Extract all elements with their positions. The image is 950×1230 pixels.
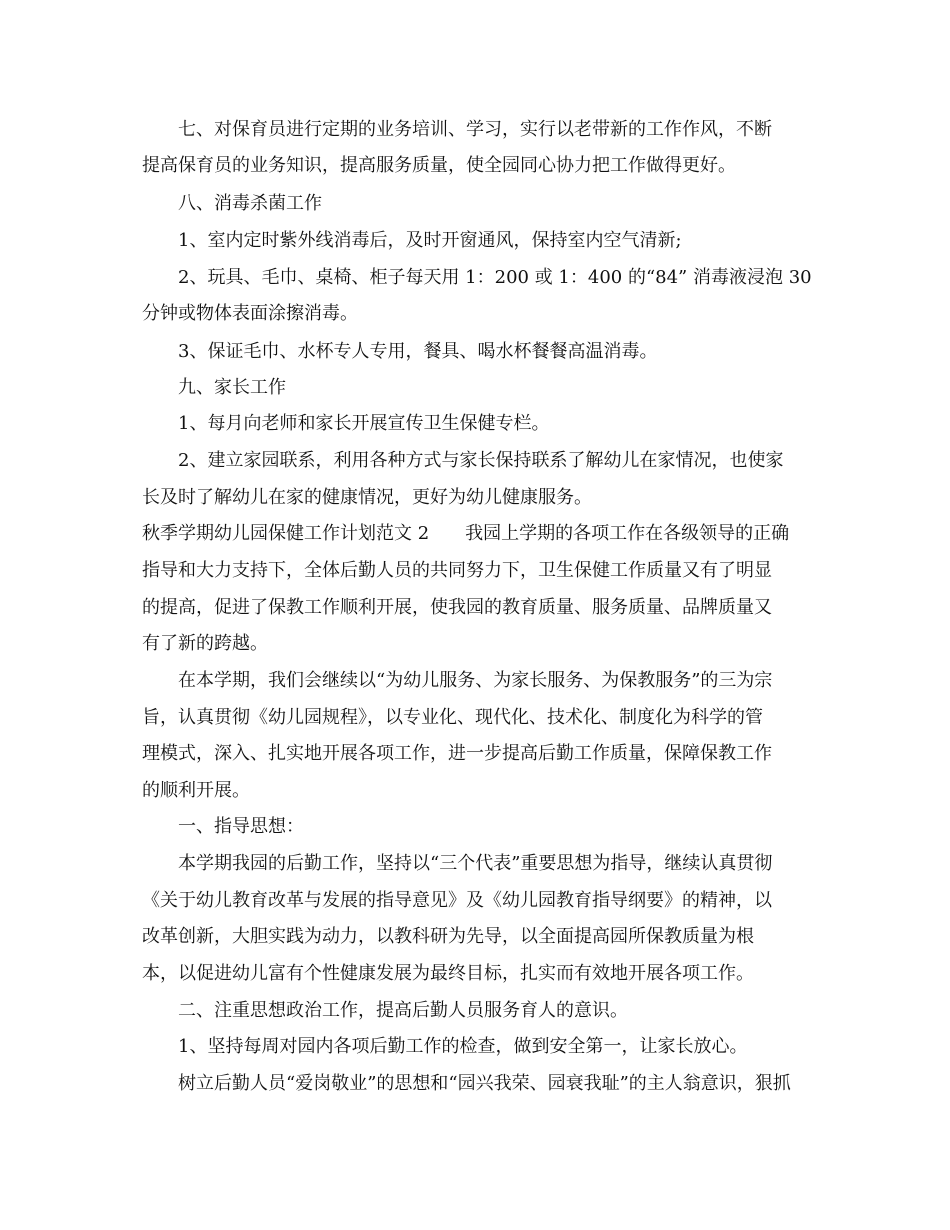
paragraph-line: 1、室内定时紫外线消毒后，及时开窗通风，保持室内空气清新; bbox=[178, 230, 682, 251]
paragraph-line: 的顺利开展。 bbox=[142, 780, 250, 801]
section-heading: 一、指导思想： bbox=[178, 816, 304, 837]
paragraph-line: 理模式，深入、扎实地开展各项工作，进一步提高后勤工作质量，保障保教工作 bbox=[142, 743, 772, 764]
paragraph-line: 的提高，促进了保教工作顺利开展，使我园的教育质量、服务质量、品牌质量又 bbox=[142, 597, 772, 618]
paragraph-line: 树立后勤人员“爱岗敬业”的思想和“园兴我荣、园衰我耻”的主人翁意识，狠抓 bbox=[178, 1073, 791, 1094]
section-heading: 八、消毒杀菌工作 bbox=[178, 193, 322, 214]
paragraph-line: 有了新的跨越。 bbox=[142, 633, 268, 654]
section-heading: 九、家长工作 bbox=[178, 377, 286, 398]
paragraph-line: 改革创新，大胆实践为动力，以教科研为先导，以全面提高园所保教质量为根 bbox=[142, 926, 754, 947]
paragraph-line: 《关于幼儿教育改革与发展的指导意见》及《幼儿园教育指导纲要》的精神，以 bbox=[142, 890, 772, 911]
paragraph-line: 在本学期，我们会继续以“为幼儿服务、为家长服务、为保教服务”的三为宗 bbox=[178, 670, 773, 691]
paragraph-line: 长及时了解幼儿在家的健康情况，更好为幼儿健康服务。 bbox=[142, 487, 592, 508]
paragraph-line: 1、坚持每周对园内各项后勤工作的检查，做到安全第一，让家长放心。 bbox=[178, 1036, 748, 1057]
paragraph-line: 本，以促进幼儿富有个性健康发展为最终目标，扎实而有效地开展各项工作。 bbox=[142, 963, 754, 984]
section-heading: 二、注重思想政治工作，提高后勤人员服务育人的意识。 bbox=[178, 1000, 628, 1021]
paragraph-line: 1、每月向老师和家长开展宣传卫生保健专栏。 bbox=[178, 413, 550, 434]
paragraph-line: 旨，认真贯彻《幼儿园规程》，以专业化、现代化、技术化、制度化为科学的管 bbox=[142, 707, 763, 728]
paragraph-line: 七、对保育员进行定期的业务培训、学习，实行以老带新的工作作风，不断 bbox=[178, 119, 772, 140]
paragraph-line: 3、保证毛巾、水杯专人专用，餐具、喝水杯餐餐高温消毒。 bbox=[178, 341, 658, 362]
paragraph-line: 提高保育员的业务知识，提高服务质量，使全园同心协力把工作做得更好。 bbox=[142, 155, 736, 176]
paragraph-line: 2、建立家园联系，利用各种方式与家长保持联系了解幼儿在家情况，也使家 bbox=[178, 450, 784, 471]
paragraph-line: 秋季学期幼儿园保健工作计划范文 2 我园上学期的各项工作在各级领导的正确 bbox=[142, 523, 790, 544]
paragraph-line: 本学期我园的后勤工作，坚持以“三个代表”重要思想为指导，继续认真贯彻 bbox=[178, 853, 773, 874]
paragraph-line: 分钟或物体表面涂擦消毒。 bbox=[142, 303, 358, 324]
paragraph-line: 2、玩具、毛巾、桌椅、柜子每天用 1：200 或 1：400 的“84” 消毒液浸泡 30 bbox=[178, 267, 812, 288]
paragraph-line: 指导和大力支持下，全体后勤人员的共同努力下，卫生保健工作质量又有了明显 bbox=[142, 560, 772, 581]
